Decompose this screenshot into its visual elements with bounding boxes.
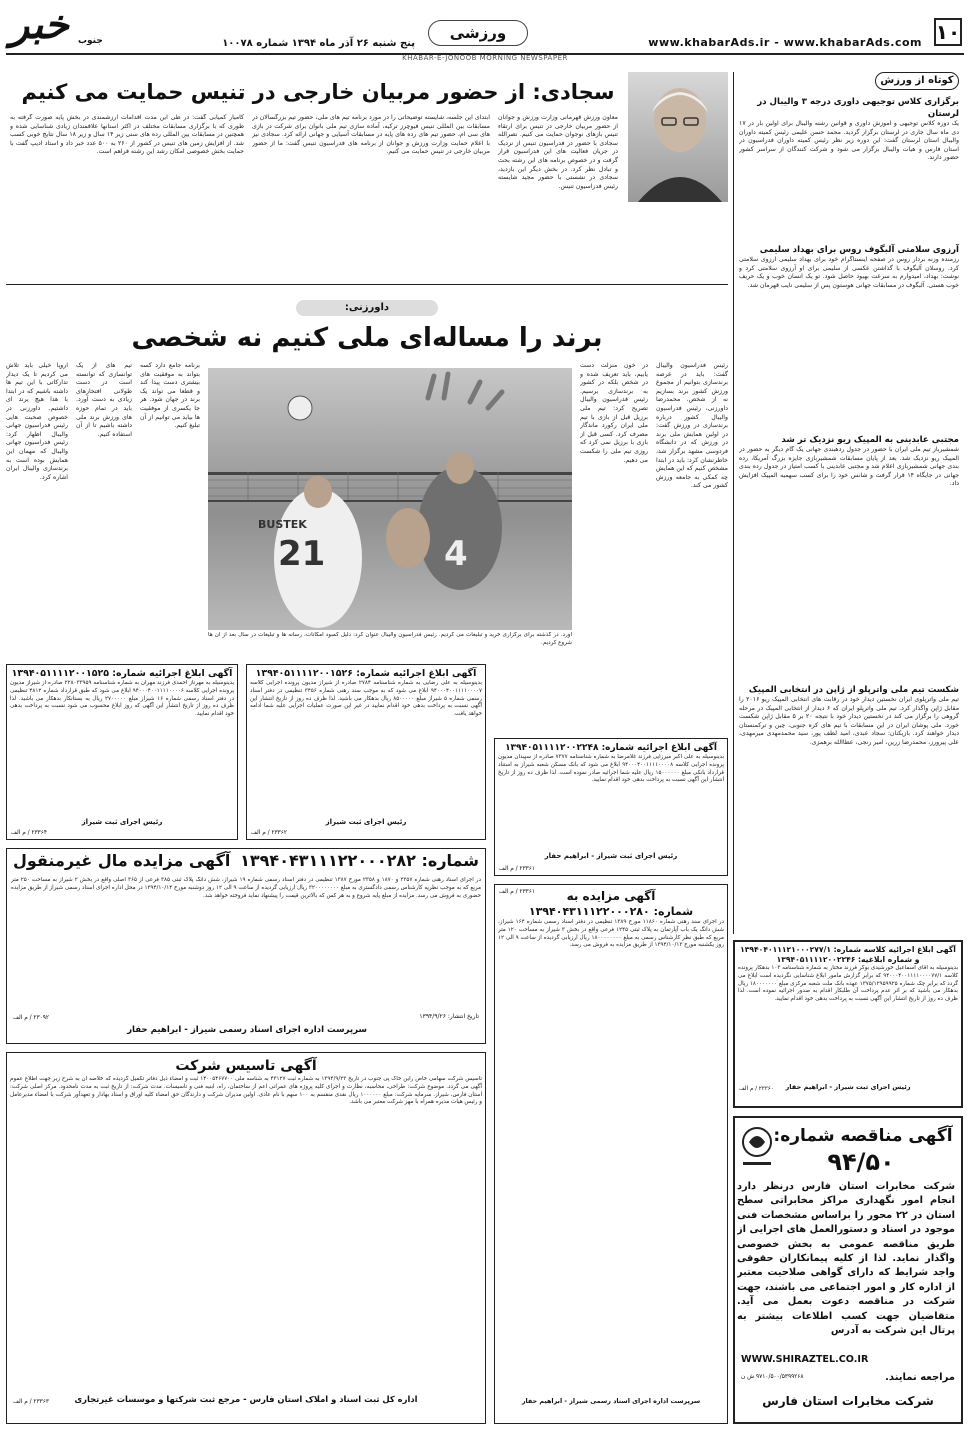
tender-extra: مراجعه نمایند. [885,1372,955,1383]
header [0,0,970,62]
feature-story [6,300,728,655]
ad-sign: رئیس اجرای ثبت شیراز [81,818,163,826]
big-auction-ad [6,848,486,1044]
ad-title: آگهی ابلاغ اجرائیه شماره: ۱۳۹۴۰۵۱۱۱۱۲۰۰۲۲۴۸ [505,743,717,753]
portrait-photo [628,72,728,202]
newspaper-logo [6,2,106,50]
jersey-number-left: 21 [278,534,326,574]
right-ad-code: ۲۳۳۶۰ / م الف [739,1086,774,1092]
logo-main-text: خبر [10,2,69,48]
company-sign: اداره کل ثبت اسناد و املاک استان فارس - مرجع ثبت شرکتها و موسسات غیرتجاری [74,1394,418,1404]
brief-title: آرزوی سلامتی آلبگوف روس برای بهداد سلیمی [759,245,959,255]
volleyball-photo [208,368,572,630]
auction-label: آگهی مزایده مال غیرمنقول [13,851,231,870]
brief-body: یک دوره کلاس توجیهی و آموزش داوری و قوانین رشته والیبال برای اولین بار در ۱۷ دی ماه سال جاری در لرستان برگزار گردید. محمد حسن علیمی رئیس کمیته داوران والیبال استان لرستان گفت: این دوره زیر نظر رئیس کمیته داوران فدراسیون در استان فارس و هیات والیبال برگزار می شود و شرکت کنندگان از سراسر کشور حضور دارند. [739,120,959,162]
company-ad [6,1052,486,1424]
feature-headline: برند را مساله‌ای ملی کنیم نه شخصی [131,323,603,353]
auction-code: ۲۳۰۹۲ / م الف [13,1015,50,1021]
tender-number: ۹۴/۵۰ [827,1148,895,1176]
right-ad [733,940,963,1108]
company-label: آگهی تاسیس شرکت [175,1058,317,1074]
tender-logo [737,1124,777,1170]
issue-date: پنج شنبه ۲۶ آذر ماه ۱۳۹۴ شماره ۱۰۰۷۸ [222,38,415,49]
ad-body: بدینوسیله به علی اکبر میرزایی فرزند غلامرضا به شماره شناسنامه ۷۳۷۷ صادره از سپیدان مدیون پرونده اجرایی کلاسه ۹۴۰۰۰۴۰۰۱۱۱۱۰۰۰۰۸ ابلاغ می شود که بانک مسکن شعبه شیراز به استناد قرارداد بانکی مبلغ ۱۵۰۰۰۰۰۰ ریال علیه شما اجرائیه صادر نموده است. لذا ظرف ده روز از تاریخ انتشار این آگهی نسبت به پرداخت بدهی خود اقدام نمایید. [498,754,724,784]
main-story [6,72,728,284]
volleyball-scene-icon [208,368,572,630]
section-title: ورزشی [428,20,528,46]
jersey-name-left: BUSTEK [258,518,307,531]
tender-website: WWW.SHIRAZTEL.CO.IR [741,1354,869,1365]
ad-code: ۲۳۳۶۲ / م الف [251,830,288,836]
main-col-1: معاون ورزش قهرمانی وزارت ورزش و جوانان از حضور مربیان خارجی در تنیس برای ارتقاء تنیس بازهای نوجوان حمایت می کنیم. نصرالله سجادی با حضور در فدراسیون تنیس از نزدیک در جریان فعالیت های این فدراسیون قرار گرفت و در خصوص برنامه های این رشته بحث و تبادل نظر کرد. در بخش دیگر این بازدید، سجادی در نشستی با حضور مجید شایسته رئیس فدراسیون تنیس. [498,114,618,190]
main-col-3: کامیار کمیابی گفت: در طی این مدت اقدامات ارزشمندی در بخش پایه صورت گرفته به طوری که با برگزاری مسابقات مختلف در اکثر استانها علاقمندان زیادی شناسایی شده و همچنین در مسابقات بین المللی رده های سنی زیر ۱۴ سال و زیر ۱۸ سال نتایج خوبی کسب شد. از افزایش زمین های تنیس در کشور از ۲۶۰ به ۵۰۰ عدد خبر داد و استاد ادیپ گفت با حمایت بخش خصوصی امکان رشد این رشته فراهم است. [10,114,244,156]
ad-title: آگهی ابلاغ اجرائیه شماره: ۱۳۹۴۰۵۱۱۱۱۲۰۰۱۵۲۵ [11,668,233,679]
brief-item-1 [739,96,959,230]
tender-label: آگهی مناقصه شماره: [773,1126,953,1146]
ad-code: ۲۳۳۶۴ / م الف [11,830,48,836]
main-col-2: ابتدای این جلسه، شایسته توضیحاتی را در مورد برنامه تیم های ملی، حضور تیم بزرگسالان در مسابقات بین المللی تنیس فیوچرز ترکیه، آماده سازی تیم ملی بانوان برای شرکت در بازی های سی ام، حضور تیم های رده های پایه در مسابقات آسیایی و جهانی ارائه کرد. سجادی نیز با اعلام حمایت وزارت ورزش و جوانان از برنامه های فدراسیون تنیس گفت: ما از حضور مربیان خارجی در تنیس حمایت می کنیم. [252,114,490,156]
auction2-number: شماره: ۱۳۹۴۰۴۳۱۱۱۲۲۰۰۰۲۸۰ [528,905,694,918]
feature-col-f: اروپا خیلی باید تلاش می کردیم تا یک دیدار تدارکاتی با این تیم ها داشته باشیم که در ابتدا با هدا هیچ برند ای داشتیم. داورزنی در خصوص صحبت هایی رئیس فدراسیون جهانی والیبال اظهار کرد: رئیس فدراسیون جهانی والیبال که مهمان این همایش بوده است به برندسازی والیبال ایران اشاره کرد. [6,362,68,481]
company-body: تاسیس شرکت سهامی خاص راین خاک پی جنوب در تاریخ ۱۳۹۴/۹/۲۳ به شماره ثبت ۴۳۱۲۷ به شناسه ملی ۱۴۰۰۵۴۶۷۷۰۰ ثبت و امضاء ذیل دفاتر تکمیل گردیده که خلاصه آن به شرح زیر جهت اطلاع عموم آگهی می گردد. موضوع شرکت: طراحی، محاسبه، نظارت و اجرای کلیه پروژه های عمرانی اعم از ساختمان، راه، ابنیه فنی و تاسیسات. مدت شرکت: از تاریخ ثبت به مدت نامحدود. مرکز اصلی شرکت: استان فارس، شیراز. سرمایه شرکت: مبلغ ۱۰۰۰۰۰۰ ریال نقدی منقسم به ۱۰۰ سهم با نام عادی. اولین مدیران شرکت و دارندگان حق امضاء کلیه اوراق و اسناد بهادار و تعهدآور شرکت با امضاء مدیرعامل و رئیس هیات مدیره همراه با مهر شرکت معتبر می باشد. [10,1076,482,1106]
auction2-label: آگهی مزایده به [566,889,656,903]
right-ad-title: آگهی ابلاغ اجرائیه کلاسه شماره: ۱۳۹۴۰۴۰۱۱۱۲۱۰۰۰۲۷۷/۱ [740,945,956,954]
ad-code: ۲۳۳۶۱ / م الف [499,866,536,872]
tender-body: شرکت مخابرات استان فارس درنظر دارد انجام امور نگهداری مراکز مخابراتی سطح استان در ۲۲ محور را براساس مشخصات فنی موجود در اسناد و دستورالعمل های اجرایی از طریق مناقصه عمومی به بخش خصوصی واگذار نماید. لذا از کلیه پیمانکاران حقوقی واجد شرایط که دارای گواهی صلاحیت معتبر از اداره کار و امور اجتماعی می باشند، جهت شرکت در مناقصه دعوت بعمل می آید. متقاضیان جهت کسب اطلاعات بیشتر به پرتال این شرکت به آدرس [737,1181,955,1337]
brief-title: شکست تیم ملی واترپلو از ژاپن در انتخابی المپیک [748,685,959,695]
feature-col-b: در خون منزلت دست یابیم، باید تعریف شده و در شخص بلکه در کشور به برندسازی برسیم. رئیس فدراسیون والیبال تصریح کرد: تیم ملی برزیل قبل از بازی با تیم ملی ایران رکورد ماندگار مصرف کرد. کسی قبل از بازی با برزیل نمی کرد که روزی تیم ملی را شکست می دهیم. [580,362,648,464]
ad-sign: رئیس اجرای ثبت شیراز - ابراهیم حفار [544,852,678,860]
brief-label: کوتاه از ورزش [875,72,959,90]
newspaper-en-name: KHABAR-E-JONOOB MORNING NEWSPAPER [402,54,568,62]
feature-kicker: داورزنی: [296,300,438,316]
feature-col-e: تیم های از یک توانسازی که توانسته است در دست طولانی افتخارهای زیادی به دست آورد. باید در تمام حوزه های ورزش برند ملی داشته باشیم تا از آن استفاده کنیم. [76,362,132,438]
ad-body: بدینوسیله به علی رضایی به شماره شناسنامه ۲۷۸۴ صادره از شیراز مدیون پرونده اجرایی کلاسه ۹۴۰۰۰۴۰۰۱۱۱۱۰۰۰۰۷ ابلاغ می شود که به موجب سند رهنی شماره ۳۴۵۶ تنظیمی در دفتر اسناد رسمی شماره ۵ شیراز مبلغ ۸۵۰۰۰۰۰ ریال بدهکار می باشید. لذا ظرف ده روز از تاریخ انتشار این آگهی نسبت به پرداخت بدهی خود اقدام نمایید در غیر این صورت عملیات اجرایی علیه شما ادامه خواهد یافت. [250,680,482,718]
ad-3 [494,738,728,876]
brief-title: برگزاری کلاس توجیهی داوری درجه ۳ والیبال در لرستان [757,97,959,119]
brief-column [733,72,963,934]
auction2-code: ۲۳۳۶۱ / م الف [499,889,536,895]
brief-item-3 [739,434,959,686]
ad-title: آگهی ابلاغ اجرائیه شماره: ۱۳۹۴۰۵۱۱۱۱۲۰۰۱۵۲۶ [255,668,477,679]
brief-body: تیم ملی واترپلوی ایران نخستین دیدار خود در رقابت های انتخابی المپیک ریو ۲۰۱۶ را مقابل ژاپن واگذار کرد. تیم ملی واترپلو ایران که ۶ دیدار از انتخابی المپیک در مرحله گروهی را برگزار می کند در نخستین دیدار خود با نتیجه ۲۰ بر ۵ مقابل ژاپن شکست خورد. ملی پوشان ایران در این مسابقات با تیم های کره جنوبی، چین و ترکمنستان دیدار خواهند کرد. بازیکنان: سجاد عبدی، امید لطف پور، سید محمدمهدی میرمهدی، علی پیرورز، محمدرضا زرین، امیر رنجی، عطاالله برهمزی. [739,696,959,746]
site-url: www.khabarAds.ir - www.khabarAds.com [648,36,922,49]
auction-2-ad [494,884,728,1424]
ad-sign: رئیس اجرای ثبت شیراز [325,818,407,826]
ad-2 [246,664,486,840]
tender-code: ۹۷۱۰/۵۰۰/۵۳۹۹۲۶۸ ش ن [741,1374,804,1380]
jersey-number-right: 4 [444,534,468,574]
ad-body: بدینوسیله به مهرناز احمدی فرزند مهران به شماره شناسنامه ۲۲۸۰۳۳۹۵۹ صادره از شیراز مدیون پرونده اجرایی کلاسه ۹۴۰۰۰۴۰۰۱۱۱۱۰۰۰۰۶ ابلاغ می شود که طبق قرارداد شماره ۴۸۱۲ تنظیمی در دفتر اسناد رسمی شماره ۱۶ شیراز مبلغ ۲۷۰۰۰۰۰ ریال به بستانکار بدهکار می باشید. لذا ظرف ده روز از تاریخ انتشار این آگهی که روز ابلاغ محسوب می شود نسبت به پرداخت بدهی خود اقدام نمایید. [10,680,234,718]
logo-sub-text: جنوب [78,36,103,46]
main-headline: سجادی: از حضور مربیان خارجی در تنیس حمایت می کنیم [21,80,615,104]
page-number: ۱۰ [935,20,961,44]
auction-sign: سرپرست اداره اجرای اسناد رسمی شیراز - ابراهیم حفار [127,1025,367,1035]
company-code: ۲۳۳۶۳ / م الف [13,1399,50,1405]
brief-body: رزمنده وزنه بردار روس در صفحه اینستاگرام خود برای بهداد سلیمی آرزوی سلامتی کرد. روسلان آلبگوف با گذاشتن عکسی از سلیمی برای او آرزوی سلامتی کرد و نوشت: بهداد، امیدوارم به سرعت بهبود حاصل شود. تو یک انسان خوب و یک حریف خوب هستی. آلبگوف در مسابقات جهانی هوستون پس از سلیمی نایب قهرمان شد. [739,256,959,289]
brief-item-2 [739,244,959,436]
tender-sign: شرکت مخابرات استان فارس [762,1394,934,1408]
telecom-logo-icon [737,1124,777,1170]
brief-item-4 [739,684,959,932]
right-ad-sign: رئیس اجرای ثبت شیراز - ابراهیم حفار [785,1083,911,1091]
feature-col-a: رئیس فدراسیون والیبال گفت: باید در عرصه برندسازی بتوانیم از مجموع ورزش کشور برند بسازیم نه از شخص. محمدرضا داورزنی، رئیس فدراسیون والیبال کشور درباره برندسازی در ورزش گفت: در اولین همایش ملی برند در ورزش که در دانشگاه فردوسی مشهد برگزار شد، خاطرنشان کرد: باید در ابتدا مشخص کنیم که این همایش چه کمکی به جامعه ورزش کشور می کند. [656,362,728,490]
story-rule [6,284,728,285]
tender-ad [733,1116,963,1424]
auction-number: شماره: ۱۳۹۴۰۴۳۱۱۱۲۲۰۰۰۲۸۲ [240,851,479,870]
auction-date: تاریخ انتشار: ۱۳۹۴/۹/۲۶ [419,1013,479,1020]
person-icon [628,72,728,202]
right-ad-body: بدینوسیله به آقای اسماعیل خورشیدی بوگر فرزند مختار به شماره شناسنامه ۱۰۳ بدهکار پرونده کلاسه ۹۴۰۰۰۴۰۰۱۱۱۱۰۰۰۰۷۷/۱ که برابر گزارش مامور ابلاغ شناسایی نگردیده است ابلاغ می گردد که برابر چک شماره ۱۳۷۵/۱۲۹۵۹۹۲۵ عهده بانک ملت شعبه مرکزی مبلغ ۱۸۰۰۰۰۰۰۰ ریال بدهکار می باشید که بر اثر عدم پرداخت آن طلبکار اقدام به صدور اجرائیه نموده است. لذا ظرف ده روز از تاریخ انتشار این آگهی نسبت به پرداخت بدهی خود اقدام نمایید. [738,965,958,1003]
feature-col-d: برنامه جامع دارد کسه بتواند به موفقیت های بیشتری دست پیدا کند و قطعا می تواند یک برند در جهان شود. هر جا یکسری از موفقیت ها بیاید می توانیم از آن تبلیغ کنیم. [140,362,200,430]
brief-title: مجتبی عابدینی به المپیک ریو نزدیک تر شد [781,435,959,445]
right-ad-title2: و شماره ابلاغیه: ۱۳۹۴۰۵۱۱۱۱۲۰۰۲۲۴۶ [776,955,920,964]
photo-caption: آورد. در گذشته برای برگزاری خرید و تبلیغات می کردیم. رئیس فدراسیون والیبال عنوان کرد: دلیل کمبود امکانات، رسانه ها و تبلیغات در سال بعد از آن ها شروع کردیم. [208,632,572,646]
auction2-sign: سرپرست اداره اجرای اسناد رسمی شیراز - ابراهیم حفار [521,1397,701,1405]
ad-1 [6,664,238,840]
brief-body: شمشیرباز تیم ملی ایران با حضور در جدول ردهبندی جهانی یک گام دیگر به حضور در المپیک ریو نزدیک شد. بعد از پایان مسابقات شمشیربازی جایزه بزرگ آمریکا، رده بندی جهانی شمشیربازی اعلام شد و مجتبی عابدینی با کسب امتیاز در جدول رده بندی جهانی در جایگاه ۱۴ قرار گرفت و شانس خود را برای کسب سهمیه المپیک افزایش داد. [739,446,959,488]
auction2-body: در اجرای سند رهنی شماره ۱۱۸۶۰ مورخ ۱۳۸۹ تنظیمی در دفتر اسناد رسمی شماره ۱۶۴ شیراز، شش دانگ یک باب آپارتمان به پلاک ثبتی ۱۲۴۵ فرعی واقع در بخش ۳ شیراز به مساحت ۱۲۰ متر مربع که طبق نظر کارشناس رسمی به مبلغ ۱۸۰۰۰۰۰۰۰۰ ریال ارزیابی گردیده از ساعت ۹ الی ۱۲ روز یکشنبه مورخ ۱۳۹۴/۱۰/۱۳ از طریق مزایده به فروش می رسد. [498,919,724,949]
auction-body: در اجرای اسناد رهنی شماره ۲۳۵۷ و ۱۸۷۰ و ۲۳۵۸ مورخ ۱۳۸۷ تنظیمی در دفتر اسناد رسمی شماره ۱۹ شیراز، شش دانگ پلاک ثبتی ۳۸۵ فرعی از ۳۶۵ اصلی واقع در بخش ۲ شیراز به مساحت ۲۵۰ متر مربع که به موجب نظریه کارشناس رسمی دادگستری به مبلغ ۳۲۰۰۰۰۰۰۰۰ ریال ارزیابی گردیده از ساعت ۹ الی ۱۲ روز دوشنبه مورخ ۱۳۹۴/۱۰/۱۴ در محل اداره اجرای اسناد رسمی شیراز از طریق مزایده حضوری به فروش می رسد. مزایده از مبلغ پایه شروع و به هر کس که بالاترین قیمت را پیشنهاد نماید فروخته خواهد شد. [11,877,481,899]
